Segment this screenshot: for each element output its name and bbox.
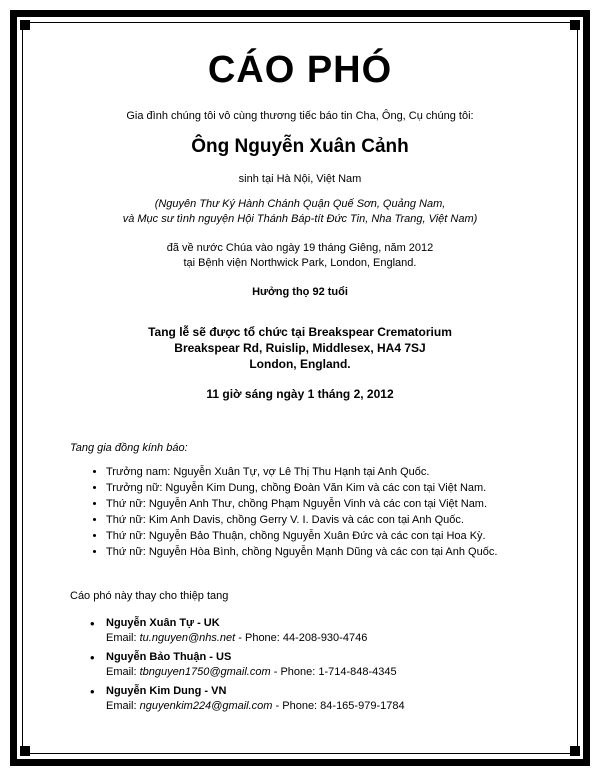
funeral-line: Tang lễ sẽ được tổ chức tại Breakspear Crematorium (148, 325, 452, 339)
contact-item (106, 616, 560, 646)
contact-item (106, 650, 560, 680)
contact-phone: - Phone: 44-208-930-4746 (238, 632, 368, 644)
family-member: • Thứ nữ: Nguyễn Bảo Thuận, chồng Nguyễn Xuân Đức và các con tại Hoa Kỳ. (106, 528, 560, 544)
page-title: CÁO PHÓ (207, 49, 393, 91)
birthplace: sinh tại Hà Nội, Việt Nam (238, 173, 362, 185)
contacts-label: Cáo phó này thay cho thiệp tang (70, 590, 229, 602)
family-member: • Thứ nữ: Kim Anh Davis, chồng Gerry V. I. Davis và các con tại Anh Quốc. (106, 512, 560, 528)
family-member: • Thứ nữ: Nguyễn Anh Thư, chồng Phạm Nguyễn Vinh và các con tại Việt Nam. (106, 496, 560, 512)
corner-ornament-bottom-left (20, 746, 30, 756)
corner-ornament-bottom-right (570, 746, 580, 756)
email-link[interactable]: tu.nguyen@nhs.net (139, 632, 236, 644)
death-line: đã về nước Chúa vào ngày 19 tháng Giêng, năm 2012 (166, 242, 434, 254)
death-block (40, 241, 560, 271)
corner-ornament-top-right (570, 20, 580, 30)
contact-details (106, 665, 560, 680)
contact-name: • Nguyễn Xuân Tự - UK (106, 617, 220, 629)
email-label: Email: (106, 632, 137, 644)
family-member: • Trưởng nam: Nguyễn Xuân Tự, vợ Lê Thị Thu Hạnh tại Anh Quốc. (106, 464, 560, 480)
corner-ornament-top-left (20, 20, 30, 30)
contacts-list (40, 616, 560, 714)
death-line: tại Bệnh viện Northwick Park, London, England. (183, 257, 417, 269)
contact-phone: - Phone: 84-165-979-1784 (275, 700, 405, 712)
family-member: • Thứ nữ: Nguyễn Hòa Bình, chồng Nguyễn Mạnh Dũng và các con tại Anh Quốc. (106, 544, 560, 560)
email-label: Email: (106, 700, 137, 712)
funeral-block (40, 324, 560, 372)
deceased-name: Ông Nguyễn Xuân Cảnh (191, 136, 409, 157)
funeral-line: London, England. (249, 357, 351, 371)
family-member: • Trưởng nữ: Nguyễn Kim Dung, chồng Đoàn Văn Kim và các con tại Việt Nam. (106, 480, 560, 496)
intro-text: Gia đình chúng tôi vô cùng thương tiếc báo tin Cha, Ông, Cụ chúng tôi: (126, 110, 474, 122)
age-line: Hưởng thọ 92 tuổi (252, 286, 348, 298)
contact-name: • Nguyễn Bảo Thuận - US (106, 651, 232, 663)
email-link[interactable]: nguyenkim224@gmail.com (139, 700, 273, 712)
funeral-line: Breakspear Rd, Ruislip, Middlesex, HA4 7SJ (174, 341, 426, 355)
roles-block (40, 197, 560, 227)
role-line: (Nguyên Thư Ký Hành Chánh Quận Quế Sơn, Quảng Nam, (154, 198, 446, 210)
contact-name: • Nguyễn Kim Dung - VN (106, 685, 227, 697)
obituary-body (40, 50, 560, 718)
email-label: Email: (106, 666, 137, 678)
role-line: và Mục sư tình nguyện Hội Thánh Báp-tít Đức Tin, Nha Trang, Việt Nam) (122, 213, 478, 225)
email-link[interactable]: tbnguyen1750@gmail.com (139, 666, 271, 678)
family-list (40, 464, 560, 560)
contact-phone: - Phone: 1-714-848-4345 (273, 666, 397, 678)
contact-details (106, 631, 560, 646)
contact-details (106, 699, 560, 714)
contact-item (106, 684, 560, 714)
funeral-time: 11 giờ sáng ngày 1 tháng 2, 2012 (206, 387, 394, 401)
family-label: Tang gia đồng kính báo: (70, 442, 188, 454)
